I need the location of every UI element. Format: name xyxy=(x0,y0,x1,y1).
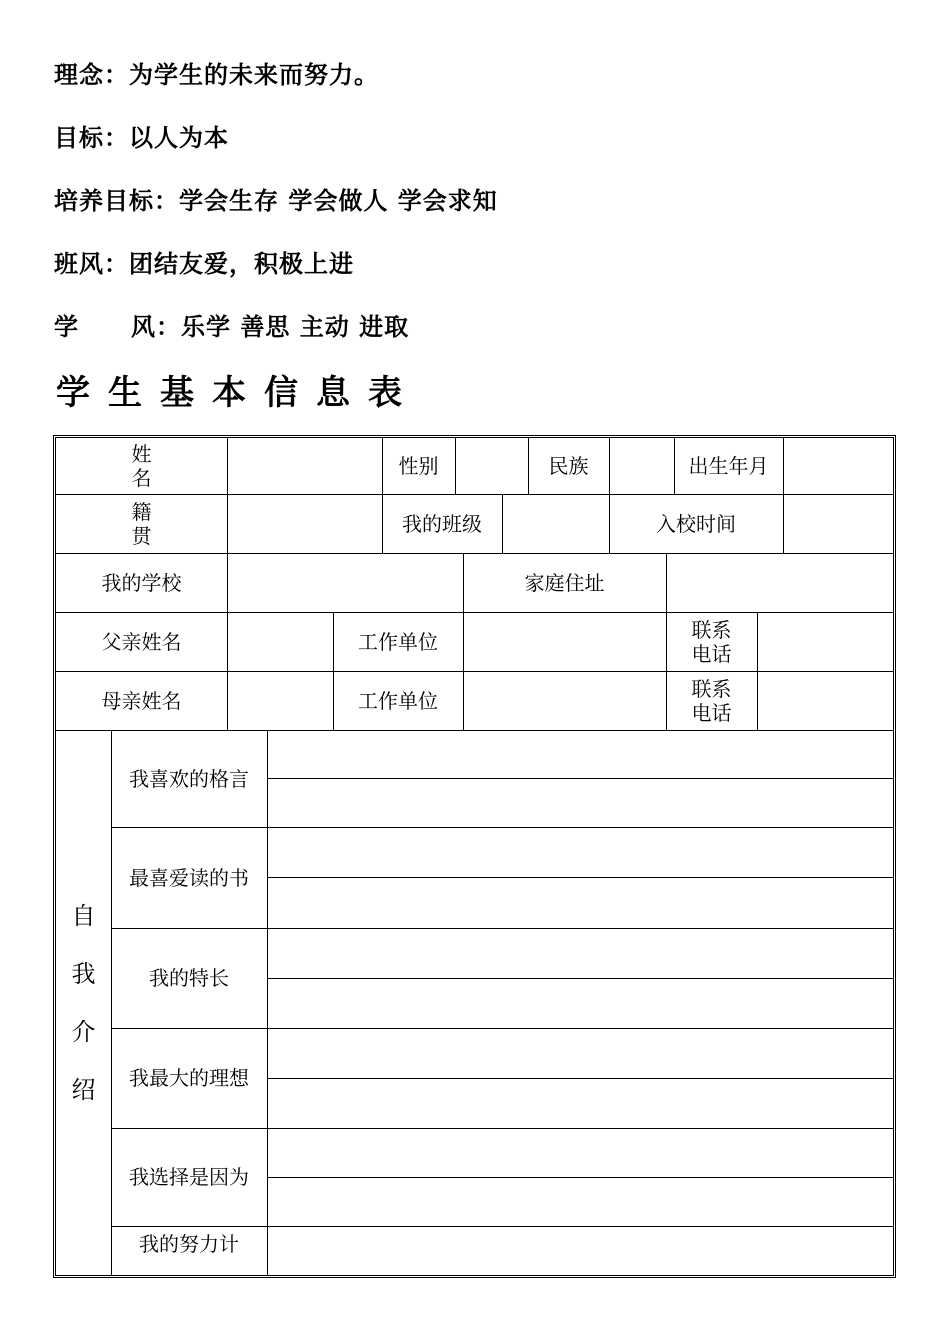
class-field[interactable] xyxy=(502,494,609,553)
page-title: 学生基本信息表 xyxy=(56,373,420,413)
school-label: 我的学校 xyxy=(101,570,182,595)
motto-item-label: 我喜欢的格言 xyxy=(129,766,249,791)
effort-writing-area[interactable] xyxy=(268,1227,894,1275)
name-label: 姓名 xyxy=(131,442,196,490)
motto-goal: 目标：以人为本 xyxy=(54,123,229,152)
ethnicity-label: 民族 xyxy=(548,454,589,478)
school-field[interactable] xyxy=(227,553,463,612)
reason-label: 我选择是因为 xyxy=(129,1165,249,1189)
specialty-writing-area[interactable] xyxy=(268,929,894,1027)
father-work-field[interactable] xyxy=(463,612,666,671)
father-phone-field[interactable] xyxy=(757,612,894,671)
birth-label: 出生年月 xyxy=(688,454,769,478)
ideal-label: 我最大的理想 xyxy=(129,1066,249,1090)
self-intro-label: 自 我 介 绍 xyxy=(71,902,96,1104)
mother-phone-label: 联系 电话 xyxy=(691,676,732,725)
effort-plan-label: 我的努力计 xyxy=(139,1232,239,1256)
gender-field[interactable] xyxy=(455,438,528,494)
address-label: 家庭住址 xyxy=(524,570,605,595)
motto-writing-area[interactable] xyxy=(268,731,894,826)
class-label: 我的班级 xyxy=(402,511,482,536)
origin-label: 籍贯 xyxy=(131,499,196,548)
address-field[interactable] xyxy=(666,553,894,612)
reason-writing-area[interactable] xyxy=(268,1129,894,1225)
origin-field[interactable] xyxy=(227,494,382,553)
mother-label: 母亲姓名 xyxy=(101,688,182,713)
enroll-field[interactable] xyxy=(783,494,894,553)
name-field[interactable] xyxy=(227,438,382,494)
father-label: 父亲姓名 xyxy=(101,629,182,654)
mother-name-field[interactable] xyxy=(227,671,333,730)
ethnicity-field[interactable] xyxy=(609,438,674,494)
enroll-label: 入校时间 xyxy=(656,511,736,536)
mother-work-label: 工作单位 xyxy=(358,688,438,713)
specialty-label: 我的特长 xyxy=(149,966,229,990)
motto-philosophy: 理念：为学生的未来而努力。 xyxy=(54,60,379,89)
birth-field[interactable] xyxy=(783,438,894,494)
father-name-field[interactable] xyxy=(227,612,333,671)
father-phone-label: 联系 电话 xyxy=(691,617,732,666)
mother-work-field[interactable] xyxy=(463,671,666,730)
motto-training-goal: 培养目标：学会生存 学会做人 学会求知 xyxy=(54,186,498,215)
mother-phone-field[interactable] xyxy=(757,671,894,730)
motto-study-spirit: 学 风：乐学 善思 主动 进取 xyxy=(54,312,410,341)
favorite-book-label: 最喜爱读的书 xyxy=(129,865,249,890)
father-work-label: 工作单位 xyxy=(358,629,438,654)
gender-label: 性别 xyxy=(398,454,439,478)
book-writing-area[interactable] xyxy=(268,828,894,927)
motto-class-spirit: 班风：团结友爱，积极上进 xyxy=(54,249,354,278)
ideal-writing-area[interactable] xyxy=(268,1029,894,1127)
